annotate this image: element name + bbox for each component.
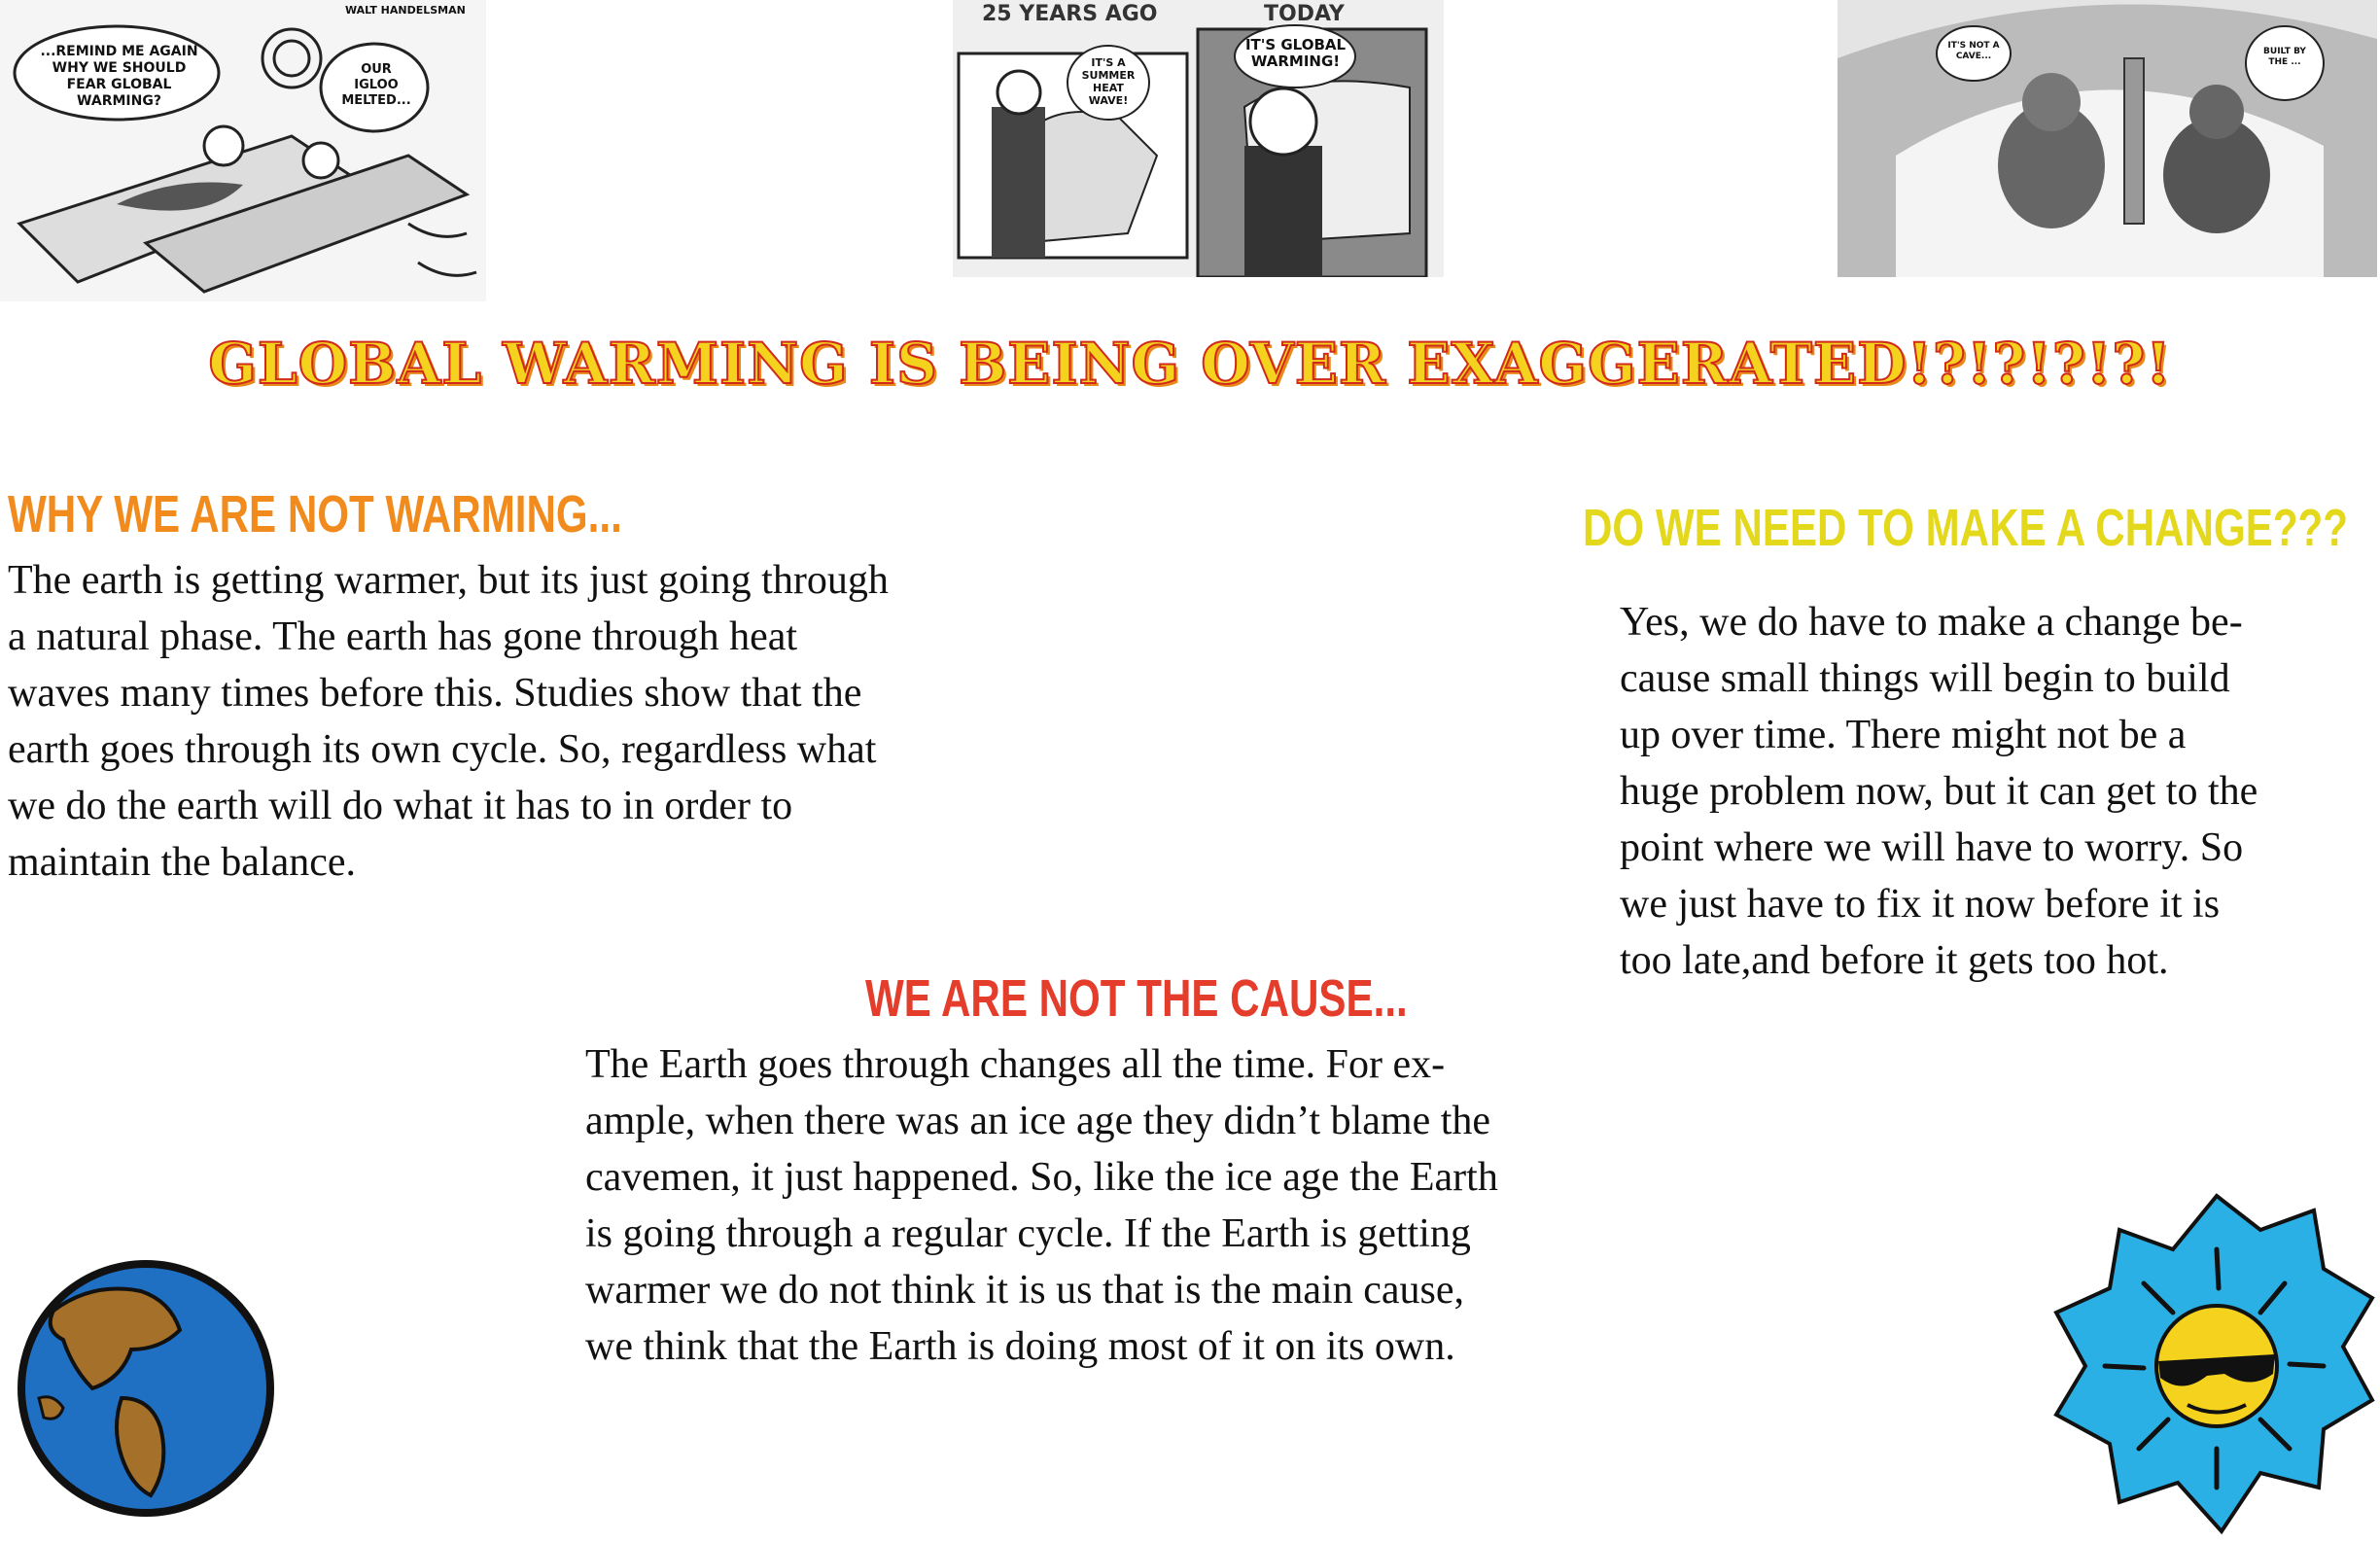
beach-caption-left: ...REMIND ME AGAIN WHY WE SHOULD FEAR GLOBAL WARMING?	[40, 44, 198, 109]
weatherman-label-left: 25 YEARS AGO	[982, 2, 1158, 26]
caveman-bubble-left: IT'S NOT A CAVE...	[1947, 41, 2000, 61]
beach-caption-right: OUR IGLOO MELTED...	[341, 62, 411, 108]
section-heading-not-warming: WHY WE ARE NOT WARMING...	[8, 485, 622, 543]
weatherman-cartoon	[953, 0, 1444, 277]
sunglasses-sun-icon	[2051, 1191, 2377, 1536]
weatherman-bubble-right: IT'S GLOBAL WARMING!	[1244, 36, 1347, 70]
section-body-not-warming: The earth is getting warmer, but its just going through a natural phase. The earth has gone through heat waves many times before this. Studies show that the earth goes through its own cycle. So, regardless what we do the earth will do what it has to in order to maintain the balance.	[8, 558, 889, 885]
globe-icon	[15, 1252, 277, 1524]
caveman-cartoon	[1838, 0, 2377, 277]
section-heading-not-cause: WE ARE NOT THE CAUSE...	[865, 969, 1408, 1028]
caveman-bubble-right: BUILT BY THE ...	[2263, 47, 2306, 67]
weatherman-label-right: TODAY	[1264, 2, 1345, 26]
page-title: GLOBAL WARMING IS BEING OVER EXAGGERATED!?!?!?!?!	[208, 331, 2172, 397]
weatherman-cartoon-drawing	[953, 0, 1444, 277]
beach-signature: WALT HANDELSMAN	[345, 4, 466, 17]
caveman-cartoon-drawing	[1838, 0, 2377, 277]
section-body-make-change: Yes, we do have to make a change be- cause small things will begin to build up over time. There might not be a huge problem now, but it can get to the point where we will have to worry. So we just have to fix it now before it is too late,and before it gets too hot.	[1620, 600, 2258, 983]
section-heading-make-change: DO WE NEED TO MAKE A CHANGE???	[1583, 499, 2349, 557]
section-body-not-cause: The Earth goes through changes all the time. For ex- ample, when there was an ice age they didn’t blame the cavemen, it just happened. So, like the ice age the Earth is going through a regular cycle. If the Earth is getting warmer we do not think it is us that is the main cause, we think that the Earth is doing most of it on its own.	[585, 1042, 1498, 1369]
beach-cartoon	[0, 0, 486, 301]
weatherman-bubble-left: IT'S A SUMMER HEAT WAVE!	[1081, 56, 1136, 107]
